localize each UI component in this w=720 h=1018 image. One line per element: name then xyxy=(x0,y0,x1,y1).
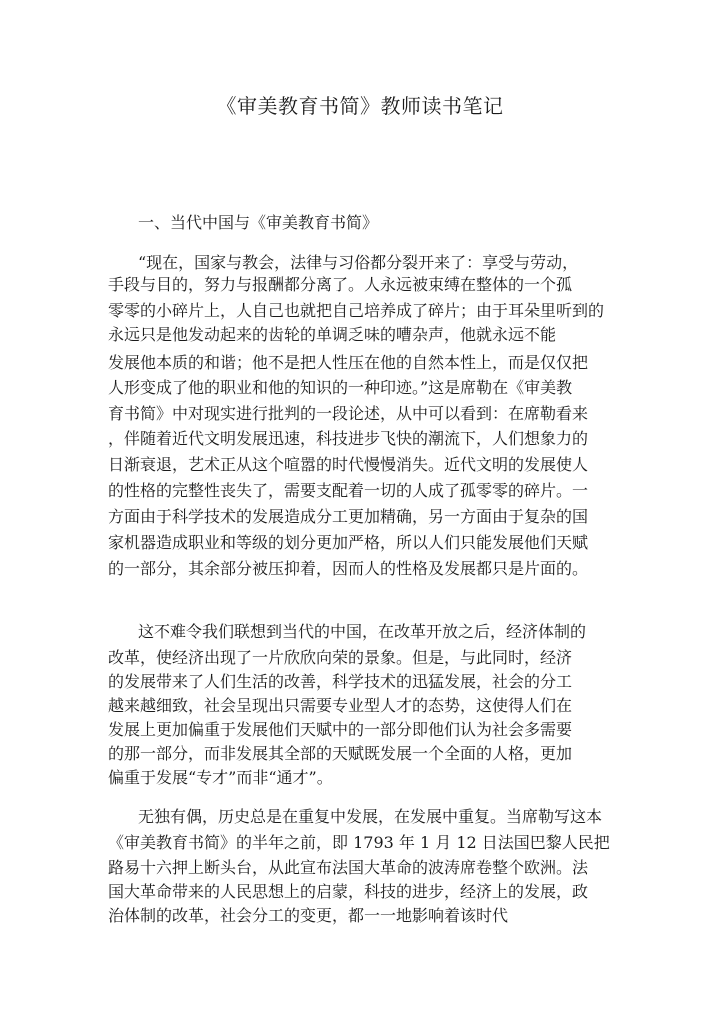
paragraph-line: 偏重于发展“专才”而非“通才”。 xyxy=(108,768,333,787)
paragraph-line: 发展上更加偏重于发展他们天赋中的一部分即他们认为社会多需要 xyxy=(108,720,573,739)
paragraph-line: 的一部分，其余部分被压抑着，因而人的性格及发展都只是片面的。 xyxy=(108,559,589,578)
paragraph-line: 这不难令我们联想到当代的中国，在改革开放之后，经济体制的 xyxy=(138,622,587,641)
paragraph-line: 零零的小碎片上，人自己也就把自己培养成了碎片；由于耳朵里听到的 xyxy=(108,301,605,320)
paragraph-line: 《审美教育书简》的半年之前，即 1793 年 1 月 12 日法国巴黎人民把 xyxy=(108,833,610,852)
paragraph-line: 人形变成了他的职业和他的知识的一种印迹。”这是席勒在《审美教 xyxy=(108,378,573,397)
section-heading: 一、当代中国与《审美教育书简》 xyxy=(138,213,379,232)
paragraph-line: “现在，国家与教会，法律与习俗都分裂开来了：享受与劳动， xyxy=(138,253,579,272)
paragraph-line: 手段与目的，努力与报酬都分离了。人永远被束缚在整体的一个孤 xyxy=(108,275,573,294)
paragraph-line: 越来越细致，社会呈现出只需要专业型人才的态势，这使得人们在 xyxy=(108,696,573,715)
paragraph-line: 路易十六押上断头台，从此宣布法国大革命的波涛席卷整个欧洲。法 xyxy=(108,858,589,877)
paragraph-line: 的那一部分，而非发展其全部的天赋既发展一个全面的人格，更加 xyxy=(108,744,573,763)
paragraph-line: 方面由于科学技术的发展造成分工更加精确，另一方面由于复杂的国 xyxy=(108,507,589,526)
paragraph-line: 永远只是他发动起来的齿轮的单调乏味的嘈杂声，他就永远不能 xyxy=(108,325,557,344)
document-title: 《审美教育书简》教师读书笔记 xyxy=(216,94,504,118)
paragraph-line: 的性格的完整性丧失了，需要支配着一切的人成了孤零零的碎片。一 xyxy=(108,481,589,500)
paragraph-line: 发展他本质的和谐；他不是把人性压在他的自然本性上，而是仅仅把 xyxy=(108,353,589,372)
paragraph-line: 治体制的改革，社会分工的变更，都一一地影响着该时代 xyxy=(108,906,509,925)
paragraph-line: 日渐衰退，艺术正从这个喧嚣的时代慢慢消失。近代文明的发展使人 xyxy=(108,455,589,474)
paragraph-line: 无独有偶，历史总是在重复中发展，在发展中重复。当席勒写这本 xyxy=(138,807,603,826)
paragraph-line: 改革，使经济出现了一片欣欣向荣的景象。但是，与此同时，经济 xyxy=(108,648,573,667)
paragraph-line: 的发展带来了人们生活的改善，科学技术的迅猛发展，社会的分工 xyxy=(108,672,573,691)
paragraph-line: ，伴随着近代文明发展迅速，科技进步飞快的潮流下，人们想象力的 xyxy=(108,429,589,448)
paragraph-line: 育书简》中对现实进行批判的一段论述，从中可以看到：在席勒看来 xyxy=(108,404,589,423)
paragraph-line: 家机器造成职业和等级的划分更加严格，所以人们只能发展他们天赋 xyxy=(108,533,589,552)
paragraph-line: 国大革命带来的人民思想上的启蒙，科技的进步，经济上的发展，政 xyxy=(108,882,589,901)
